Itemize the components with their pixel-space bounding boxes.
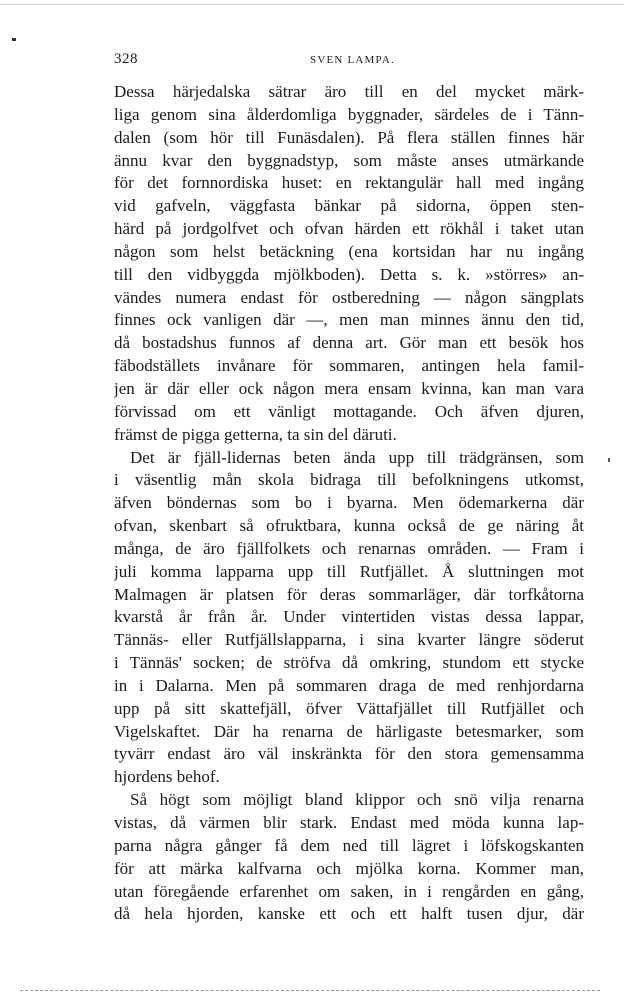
text-line: för det fornnordiska huset: en rektangulär hall med ingång	[114, 173, 584, 193]
text-line: tyvärr endast äro väl inskränkta för den stora gemensamma	[114, 744, 584, 764]
text-line: Malmagen är platsen för deras sommarläger, där torfkåtorna	[114, 584, 584, 604]
text-line: Tännäs- eller Rutfjällslapparna, i sina kvarter längre söderut	[114, 630, 584, 650]
text-line: kvarstå år från år. Under vintertiden vistas dessa lappar,	[114, 607, 584, 627]
text-line: Så högt som möjligt bland klippor och snö vilja renarna	[130, 790, 584, 810]
text-line: jen är där eller ock någon mera ensam kvinna, kan man vara	[114, 378, 584, 398]
running-head: SVEN LAMPA.	[310, 54, 395, 66]
text-line: in i Dalarna. Men på sommaren draga de med renhjordarna	[114, 675, 584, 695]
page-header	[114, 51, 584, 73]
text-line: till den vidbyggda mjölkboden). Detta s. k. »störres» an-	[114, 264, 584, 284]
text-line: liga genom sina ålderdomliga byggnader, särdeles de i Tänn-	[114, 104, 584, 124]
text-line: många, de äro fjällfolkets och renarnas områden. — Fram i	[114, 538, 584, 558]
text-line: vid gafveln, väggfasta bänkar på sidorna, öppen sten-	[114, 196, 584, 216]
text-line: vistas, då värmen blir stark. Endast med möda kunna lap-	[114, 813, 584, 832]
text-line: då bostadshus funnos af denna art. Gör man ett besök hos	[114, 333, 584, 353]
text-line: i väsentlig mån skola bidraga till befolkningens utkomst,	[114, 470, 584, 490]
text-line: parna några gånger få dem ned till lägret i löfskogskanten	[114, 835, 584, 855]
text-line: Vigelskaftet. Där ha renarna de härligaste betesmarker, som	[114, 721, 584, 741]
text-line: vändes numera endast för ostberedning — någon sängplats	[114, 287, 584, 307]
text-line: för att märka kalfvarna och mjölka korna. Kommer man,	[114, 858, 584, 878]
text-line: någon som helst betäckning (ena kortsidan har nu ingång	[114, 241, 584, 261]
text-line: ännu kvar den byggnadstyp, som måste anses utmärkande	[114, 150, 584, 170]
text-line: härd på jordgolfvet och ofvan härden ett rökhål i taket utan	[114, 219, 584, 239]
bottom-scan-rule	[20, 990, 600, 991]
text-line: Dessa härjedalska sätrar äro till en del mycket märk-	[114, 82, 584, 101]
text-line: utan föregående erfarenhet om saken, in i rengården en gång,	[114, 881, 584, 901]
text-line: Det är fjäll-lidernas beten ända upp till trädgränsen, som	[130, 447, 584, 467]
text-line: juli komma lapparna upp till Rutfjället. Å sluttningen mot	[114, 561, 584, 581]
text-line: i Tännäs' socken; de ströfva då omkring, stundom ett stycke	[114, 653, 584, 673]
text-line: förvissad om ett vänligt mottagande. Och äfven djuren,	[114, 401, 584, 421]
text-line: hjordens behof.	[114, 767, 220, 787]
text-line: fäbodställets invånare för sommaren, antingen hela famil-	[114, 356, 584, 376]
text-line: främst de pigga getterna, ta sin del däruti.	[114, 424, 397, 444]
top-edge-rule	[0, 4, 624, 5]
text-line: äfven böndernas som bo i byarna. Men ödemarkerna där	[114, 493, 584, 513]
text-line: upp på sitt skattefjäll, öfver Vättafjället till Rutfjället och	[114, 698, 584, 718]
page-number: 328	[114, 51, 138, 67]
text-line: finnes ock vanligen där —, men man minnes ännu den tid,	[114, 310, 584, 330]
text-line: ofvan, skenbart så ofruktbara, kunna också de ge näring åt	[114, 516, 584, 536]
scan-mark-dot	[12, 38, 16, 41]
text-line: då hela hjorden, kanske ett och ett halft tusen djur, där	[114, 904, 584, 924]
body-text	[114, 81, 584, 926]
margin-scan-mark	[608, 458, 610, 462]
text-line: dalen (som hör till Funäsdalen). På flera ställen finnes här	[114, 127, 584, 147]
